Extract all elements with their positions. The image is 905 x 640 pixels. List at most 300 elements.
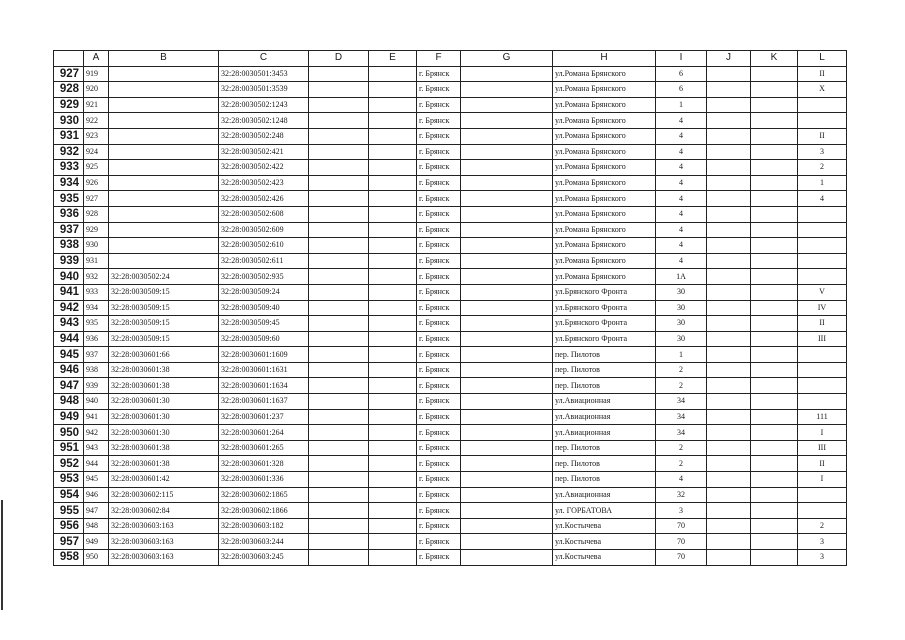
cell-h[interactable]: пер. Пилотов xyxy=(553,347,656,363)
cell-a[interactable]: 926 xyxy=(84,175,109,191)
cell-k[interactable] xyxy=(751,503,798,519)
cell-d[interactable] xyxy=(309,269,369,285)
cell-a[interactable]: 920 xyxy=(84,82,109,98)
cell-k[interactable] xyxy=(751,144,798,160)
cell-f[interactable]: г. Брянск xyxy=(417,362,461,378)
cell-g[interactable] xyxy=(461,206,553,222)
cell-d[interactable] xyxy=(309,487,369,503)
cell-h[interactable]: ул.Авиационная xyxy=(553,394,656,410)
cell-g[interactable] xyxy=(461,238,553,254)
cell-j[interactable] xyxy=(707,269,751,285)
cell-j[interactable] xyxy=(707,534,751,550)
cell-b[interactable]: 32:28:0030603:163 xyxy=(109,534,219,550)
cell-f[interactable]: г. Брянск xyxy=(417,440,461,456)
cell-d[interactable] xyxy=(309,66,369,82)
cell-d[interactable] xyxy=(309,550,369,566)
cell-a[interactable]: 941 xyxy=(84,409,109,425)
cell-l[interactable] xyxy=(798,362,847,378)
cell-d[interactable] xyxy=(309,347,369,363)
cell-i[interactable]: 34 xyxy=(656,394,707,410)
cell-f[interactable]: г. Брянск xyxy=(417,97,461,113)
cell-e[interactable] xyxy=(369,222,417,238)
cell-f[interactable]: г. Брянск xyxy=(417,144,461,160)
cell-l[interactable]: X xyxy=(798,82,847,98)
cell-j[interactable] xyxy=(707,331,751,347)
cell-g[interactable] xyxy=(461,160,553,176)
cell-d[interactable] xyxy=(309,206,369,222)
row-number[interactable]: 948 xyxy=(54,394,84,410)
cell-g[interactable] xyxy=(461,347,553,363)
row-number[interactable]: 938 xyxy=(54,238,84,254)
cell-c[interactable]: 32:28:0030502:1243 xyxy=(219,97,309,113)
cell-b[interactable] xyxy=(109,191,219,207)
cell-a[interactable]: 919 xyxy=(84,66,109,82)
cell-g[interactable] xyxy=(461,269,553,285)
cell-d[interactable] xyxy=(309,362,369,378)
cell-i[interactable]: 4 xyxy=(656,128,707,144)
cell-i[interactable]: 1А xyxy=(656,269,707,285)
cell-i[interactable]: 70 xyxy=(656,518,707,534)
cell-g[interactable] xyxy=(461,487,553,503)
row-number[interactable]: 955 xyxy=(54,503,84,519)
cell-h[interactable]: пер. Пилотов xyxy=(553,456,656,472)
cell-a[interactable]: 944 xyxy=(84,456,109,472)
row-number[interactable]: 958 xyxy=(54,550,84,566)
cell-i[interactable]: 4 xyxy=(656,160,707,176)
cell-k[interactable] xyxy=(751,300,798,316)
cell-l[interactable]: 2 xyxy=(798,518,847,534)
cell-i[interactable]: 4 xyxy=(656,113,707,129)
cell-h[interactable]: пер. Пилотов xyxy=(553,378,656,394)
cell-d[interactable] xyxy=(309,472,369,488)
cell-a[interactable]: 943 xyxy=(84,440,109,456)
cell-j[interactable] xyxy=(707,175,751,191)
cell-k[interactable] xyxy=(751,160,798,176)
cell-l[interactable] xyxy=(798,238,847,254)
cell-g[interactable] xyxy=(461,191,553,207)
row-number[interactable]: 949 xyxy=(54,409,84,425)
cell-g[interactable] xyxy=(461,409,553,425)
cell-a[interactable]: 929 xyxy=(84,222,109,238)
cell-d[interactable] xyxy=(309,378,369,394)
cell-g[interactable] xyxy=(461,394,553,410)
cell-l[interactable] xyxy=(798,113,847,129)
row-number[interactable]: 927 xyxy=(54,66,84,82)
cell-l[interactable] xyxy=(798,269,847,285)
cell-g[interactable] xyxy=(461,128,553,144)
cell-i[interactable]: 30 xyxy=(656,300,707,316)
cell-h[interactable]: ул.Романа Брянского xyxy=(553,144,656,160)
row-number[interactable]: 956 xyxy=(54,518,84,534)
cell-a[interactable]: 950 xyxy=(84,550,109,566)
cell-c[interactable]: 32:28:0030603:245 xyxy=(219,550,309,566)
column-header-b[interactable]: B xyxy=(109,51,219,67)
cell-i[interactable]: 2 xyxy=(656,362,707,378)
cell-j[interactable] xyxy=(707,113,751,129)
cell-g[interactable] xyxy=(461,316,553,332)
cell-j[interactable] xyxy=(707,472,751,488)
cell-e[interactable] xyxy=(369,238,417,254)
cell-j[interactable] xyxy=(707,97,751,113)
row-number[interactable]: 928 xyxy=(54,82,84,98)
cell-j[interactable] xyxy=(707,425,751,441)
cell-i[interactable]: 4 xyxy=(656,191,707,207)
cell-e[interactable] xyxy=(369,160,417,176)
cell-h[interactable]: ул.Авиационная xyxy=(553,409,656,425)
cell-d[interactable] xyxy=(309,175,369,191)
cell-e[interactable] xyxy=(369,503,417,519)
row-number[interactable]: 932 xyxy=(54,144,84,160)
cell-k[interactable] xyxy=(751,472,798,488)
cell-d[interactable] xyxy=(309,82,369,98)
cell-a[interactable]: 947 xyxy=(84,503,109,519)
cell-f[interactable]: г. Брянск xyxy=(417,456,461,472)
row-number[interactable]: 952 xyxy=(54,456,84,472)
cell-c[interactable]: 32:28:0030603:182 xyxy=(219,518,309,534)
cell-g[interactable] xyxy=(461,113,553,129)
cell-g[interactable] xyxy=(461,300,553,316)
cell-c[interactable]: 32:28:0030502:423 xyxy=(219,175,309,191)
cell-l[interactable] xyxy=(798,97,847,113)
row-number[interactable]: 935 xyxy=(54,191,84,207)
cell-g[interactable] xyxy=(461,66,553,82)
cell-k[interactable] xyxy=(751,206,798,222)
cell-e[interactable] xyxy=(369,113,417,129)
cell-e[interactable] xyxy=(369,472,417,488)
row-number[interactable]: 957 xyxy=(54,534,84,550)
cell-a[interactable]: 924 xyxy=(84,144,109,160)
column-header-g[interactable]: G xyxy=(461,51,553,67)
cell-k[interactable] xyxy=(751,128,798,144)
cell-b[interactable]: 32:28:0030601:30 xyxy=(109,425,219,441)
cell-i[interactable]: 70 xyxy=(656,534,707,550)
cell-k[interactable] xyxy=(751,269,798,285)
cell-l[interactable]: II xyxy=(798,66,847,82)
cell-f[interactable]: г. Брянск xyxy=(417,394,461,410)
cell-l[interactable]: I xyxy=(798,472,847,488)
cell-a[interactable]: 934 xyxy=(84,300,109,316)
cell-d[interactable] xyxy=(309,238,369,254)
cell-a[interactable]: 942 xyxy=(84,425,109,441)
cell-a[interactable]: 945 xyxy=(84,472,109,488)
cell-d[interactable] xyxy=(309,300,369,316)
cell-c[interactable]: 32:28:0030601:264 xyxy=(219,425,309,441)
cell-a[interactable]: 938 xyxy=(84,362,109,378)
cell-b[interactable]: 32:28:0030601:30 xyxy=(109,394,219,410)
row-number[interactable]: 942 xyxy=(54,300,84,316)
cell-h[interactable]: ул.Романа Брянского xyxy=(553,66,656,82)
cell-l[interactable]: II xyxy=(798,316,847,332)
cell-l[interactable] xyxy=(798,222,847,238)
cell-e[interactable] xyxy=(369,316,417,332)
row-number[interactable]: 930 xyxy=(54,113,84,129)
cell-l[interactable]: I xyxy=(798,425,847,441)
cell-g[interactable] xyxy=(461,378,553,394)
cell-a[interactable]: 948 xyxy=(84,518,109,534)
cell-c[interactable]: 32:28:0030509:40 xyxy=(219,300,309,316)
cell-i[interactable]: 70 xyxy=(656,550,707,566)
cell-k[interactable] xyxy=(751,113,798,129)
cell-d[interactable] xyxy=(309,394,369,410)
cell-j[interactable] xyxy=(707,316,751,332)
cell-a[interactable]: 936 xyxy=(84,331,109,347)
cell-f[interactable]: г. Брянск xyxy=(417,128,461,144)
cell-l[interactable]: II xyxy=(798,456,847,472)
cell-b[interactable] xyxy=(109,144,219,160)
cell-i[interactable]: 30 xyxy=(656,284,707,300)
cell-h[interactable]: ул.Авиационная xyxy=(553,487,656,503)
cell-h[interactable]: ул.Романа Брянского xyxy=(553,175,656,191)
cell-j[interactable] xyxy=(707,238,751,254)
cell-h[interactable]: пер. Пилотов xyxy=(553,472,656,488)
cell-e[interactable] xyxy=(369,440,417,456)
cell-a[interactable]: 935 xyxy=(84,316,109,332)
cell-b[interactable] xyxy=(109,82,219,98)
cell-f[interactable]: г. Брянск xyxy=(417,487,461,503)
cell-c[interactable]: 32:28:0030502:422 xyxy=(219,160,309,176)
row-number[interactable]: 934 xyxy=(54,175,84,191)
cell-k[interactable] xyxy=(751,347,798,363)
cell-k[interactable] xyxy=(751,66,798,82)
cell-b[interactable]: 32:28:0030509:15 xyxy=(109,331,219,347)
cell-f[interactable]: г. Брянск xyxy=(417,253,461,269)
row-number[interactable]: 941 xyxy=(54,284,84,300)
cell-j[interactable] xyxy=(707,518,751,534)
cell-e[interactable] xyxy=(369,456,417,472)
cell-b[interactable]: 32:28:0030601:38 xyxy=(109,440,219,456)
cell-b[interactable]: 32:28:0030509:15 xyxy=(109,316,219,332)
cell-f[interactable]: г. Брянск xyxy=(417,113,461,129)
cell-c[interactable]: 32:28:0030602:1866 xyxy=(219,503,309,519)
cell-g[interactable] xyxy=(461,175,553,191)
cell-h[interactable]: ул.Романа Брянского xyxy=(553,97,656,113)
cell-f[interactable]: г. Брянск xyxy=(417,238,461,254)
cell-g[interactable] xyxy=(461,331,553,347)
cell-k[interactable] xyxy=(751,191,798,207)
cell-e[interactable] xyxy=(369,362,417,378)
cell-a[interactable]: 930 xyxy=(84,238,109,254)
cell-l[interactable]: III xyxy=(798,331,847,347)
cell-i[interactable]: 1 xyxy=(656,347,707,363)
cell-h[interactable]: ул.Романа Брянского xyxy=(553,253,656,269)
cell-i[interactable]: 4 xyxy=(656,238,707,254)
cell-l[interactable]: IV xyxy=(798,300,847,316)
cell-d[interactable] xyxy=(309,409,369,425)
cell-f[interactable]: г. Брянск xyxy=(417,472,461,488)
cell-c[interactable]: 32:28:0030602:1865 xyxy=(219,487,309,503)
cell-k[interactable] xyxy=(751,425,798,441)
cell-b[interactable]: 32:28:0030502:24 xyxy=(109,269,219,285)
cell-j[interactable] xyxy=(707,191,751,207)
row-number[interactable]: 945 xyxy=(54,347,84,363)
cell-b[interactable]: 32:28:0030509:15 xyxy=(109,300,219,316)
cell-b[interactable]: 32:28:0030509:15 xyxy=(109,284,219,300)
cell-k[interactable] xyxy=(751,222,798,238)
cell-j[interactable] xyxy=(707,300,751,316)
cell-i[interactable]: 2 xyxy=(656,440,707,456)
cell-j[interactable] xyxy=(707,487,751,503)
cell-b[interactable]: 32:28:0030601:38 xyxy=(109,378,219,394)
row-number[interactable]: 943 xyxy=(54,316,84,332)
cell-c[interactable]: 32:28:0030601:1609 xyxy=(219,347,309,363)
row-number[interactable]: 929 xyxy=(54,97,84,113)
cell-j[interactable] xyxy=(707,206,751,222)
cell-a[interactable]: 931 xyxy=(84,253,109,269)
cell-i[interactable]: 30 xyxy=(656,316,707,332)
cell-c[interactable]: 32:28:0030501:3453 xyxy=(219,66,309,82)
cell-c[interactable]: 32:28:0030502:248 xyxy=(219,128,309,144)
cell-l[interactable]: III xyxy=(798,440,847,456)
cell-a[interactable]: 928 xyxy=(84,206,109,222)
cell-d[interactable] xyxy=(309,97,369,113)
cell-b[interactable] xyxy=(109,128,219,144)
cell-g[interactable] xyxy=(461,362,553,378)
cell-j[interactable] xyxy=(707,409,751,425)
cell-c[interactable]: 32:28:0030509:24 xyxy=(219,284,309,300)
cell-b[interactable]: 32:28:0030601:38 xyxy=(109,456,219,472)
cell-d[interactable] xyxy=(309,253,369,269)
cell-k[interactable] xyxy=(751,175,798,191)
cell-d[interactable] xyxy=(309,128,369,144)
cell-g[interactable] xyxy=(461,503,553,519)
cell-h[interactable]: ул.Романа Брянского xyxy=(553,82,656,98)
cell-b[interactable]: 32:28:0030601:66 xyxy=(109,347,219,363)
cell-k[interactable] xyxy=(751,238,798,254)
cell-g[interactable] xyxy=(461,534,553,550)
row-number[interactable]: 947 xyxy=(54,378,84,394)
cell-e[interactable] xyxy=(369,518,417,534)
cell-l[interactable]: 4 xyxy=(798,191,847,207)
cell-d[interactable] xyxy=(309,534,369,550)
row-number[interactable]: 939 xyxy=(54,253,84,269)
column-header-c[interactable]: C xyxy=(219,51,309,67)
cell-d[interactable] xyxy=(309,425,369,441)
row-number[interactable]: 937 xyxy=(54,222,84,238)
cell-g[interactable] xyxy=(461,97,553,113)
cell-b[interactable]: 32:28:0030601:30 xyxy=(109,409,219,425)
cell-c[interactable]: 32:28:0030601:1637 xyxy=(219,394,309,410)
column-header-e[interactable]: E xyxy=(369,51,417,67)
cell-a[interactable]: 925 xyxy=(84,160,109,176)
row-number[interactable]: 954 xyxy=(54,487,84,503)
column-header-f[interactable]: F xyxy=(417,51,461,67)
cell-i[interactable]: 6 xyxy=(656,66,707,82)
cell-g[interactable] xyxy=(461,222,553,238)
cell-l[interactable]: 3 xyxy=(798,534,847,550)
cell-i[interactable]: 2 xyxy=(656,378,707,394)
cell-e[interactable] xyxy=(369,300,417,316)
cell-h[interactable]: ул.Авиационная xyxy=(553,425,656,441)
cell-d[interactable] xyxy=(309,160,369,176)
cell-k[interactable] xyxy=(751,97,798,113)
corner-cell[interactable] xyxy=(54,51,84,67)
cell-f[interactable]: г. Брянск xyxy=(417,191,461,207)
cell-k[interactable] xyxy=(751,534,798,550)
cell-i[interactable]: 6 xyxy=(656,82,707,98)
cell-c[interactable]: 32:28:0030601:328 xyxy=(219,456,309,472)
cell-f[interactable]: г. Брянск xyxy=(417,347,461,363)
cell-b[interactable]: 32:28:0030601:42 xyxy=(109,472,219,488)
cell-b[interactable]: 32:28:0030603:163 xyxy=(109,518,219,534)
cell-k[interactable] xyxy=(751,316,798,332)
cell-d[interactable] xyxy=(309,144,369,160)
cell-k[interactable] xyxy=(751,378,798,394)
cell-h[interactable]: ул.Романа Брянского xyxy=(553,191,656,207)
cell-f[interactable]: г. Брянск xyxy=(417,175,461,191)
cell-e[interactable] xyxy=(369,66,417,82)
row-number[interactable]: 953 xyxy=(54,472,84,488)
cell-l[interactable]: 111 xyxy=(798,409,847,425)
row-number[interactable]: 931 xyxy=(54,128,84,144)
cell-d[interactable] xyxy=(309,284,369,300)
cell-k[interactable] xyxy=(751,456,798,472)
cell-h[interactable]: ул.Романа Брянского xyxy=(553,113,656,129)
cell-j[interactable] xyxy=(707,144,751,160)
cell-d[interactable] xyxy=(309,113,369,129)
cell-c[interactable]: 32:28:0030502:611 xyxy=(219,253,309,269)
cell-b[interactable]: 32:28:0030603:163 xyxy=(109,550,219,566)
cell-d[interactable] xyxy=(309,456,369,472)
cell-j[interactable] xyxy=(707,362,751,378)
cell-f[interactable]: г. Брянск xyxy=(417,409,461,425)
cell-l[interactable]: 2 xyxy=(798,160,847,176)
cell-d[interactable] xyxy=(309,191,369,207)
cell-e[interactable] xyxy=(369,269,417,285)
cell-c[interactable]: 32:28:0030502:610 xyxy=(219,238,309,254)
column-header-k[interactable]: K xyxy=(751,51,798,67)
cell-e[interactable] xyxy=(369,409,417,425)
cell-h[interactable]: ул.Брянского Фронта xyxy=(553,331,656,347)
cell-g[interactable] xyxy=(461,440,553,456)
cell-h[interactable]: ул. ГОРБАТОВА xyxy=(553,503,656,519)
cell-i[interactable]: 4 xyxy=(656,206,707,222)
cell-i[interactable]: 34 xyxy=(656,409,707,425)
cell-e[interactable] xyxy=(369,128,417,144)
cell-d[interactable] xyxy=(309,503,369,519)
column-header-j[interactable]: J xyxy=(707,51,751,67)
cell-l[interactable] xyxy=(798,378,847,394)
cell-k[interactable] xyxy=(751,362,798,378)
cell-j[interactable] xyxy=(707,378,751,394)
cell-f[interactable]: г. Брянск xyxy=(417,160,461,176)
cell-c[interactable]: 32:28:0030502:935 xyxy=(219,269,309,285)
column-header-l[interactable]: L xyxy=(798,51,847,67)
cell-l[interactable]: 1 xyxy=(798,175,847,191)
cell-g[interactable] xyxy=(461,253,553,269)
cell-j[interactable] xyxy=(707,222,751,238)
cell-f[interactable]: г. Брянск xyxy=(417,425,461,441)
cell-c[interactable]: 32:28:0030601:237 xyxy=(219,409,309,425)
cell-l[interactable]: II xyxy=(798,128,847,144)
cell-h[interactable]: ул.Брянского Фронта xyxy=(553,316,656,332)
cell-c[interactable]: 32:28:0030502:421 xyxy=(219,144,309,160)
cell-a[interactable]: 922 xyxy=(84,113,109,129)
cell-c[interactable]: 32:28:0030509:45 xyxy=(219,316,309,332)
row-number[interactable]: 940 xyxy=(54,269,84,285)
cell-b[interactable] xyxy=(109,175,219,191)
cell-l[interactable]: 3 xyxy=(798,550,847,566)
cell-c[interactable]: 32:28:0030601:1634 xyxy=(219,378,309,394)
cell-e[interactable] xyxy=(369,487,417,503)
cell-h[interactable]: ул.Костычева xyxy=(553,550,656,566)
cell-c[interactable]: 32:28:0030502:1248 xyxy=(219,113,309,129)
cell-a[interactable]: 937 xyxy=(84,347,109,363)
cell-j[interactable] xyxy=(707,160,751,176)
cell-h[interactable]: ул.Романа Брянского xyxy=(553,269,656,285)
cell-j[interactable] xyxy=(707,394,751,410)
cell-l[interactable] xyxy=(798,394,847,410)
row-number[interactable]: 936 xyxy=(54,206,84,222)
